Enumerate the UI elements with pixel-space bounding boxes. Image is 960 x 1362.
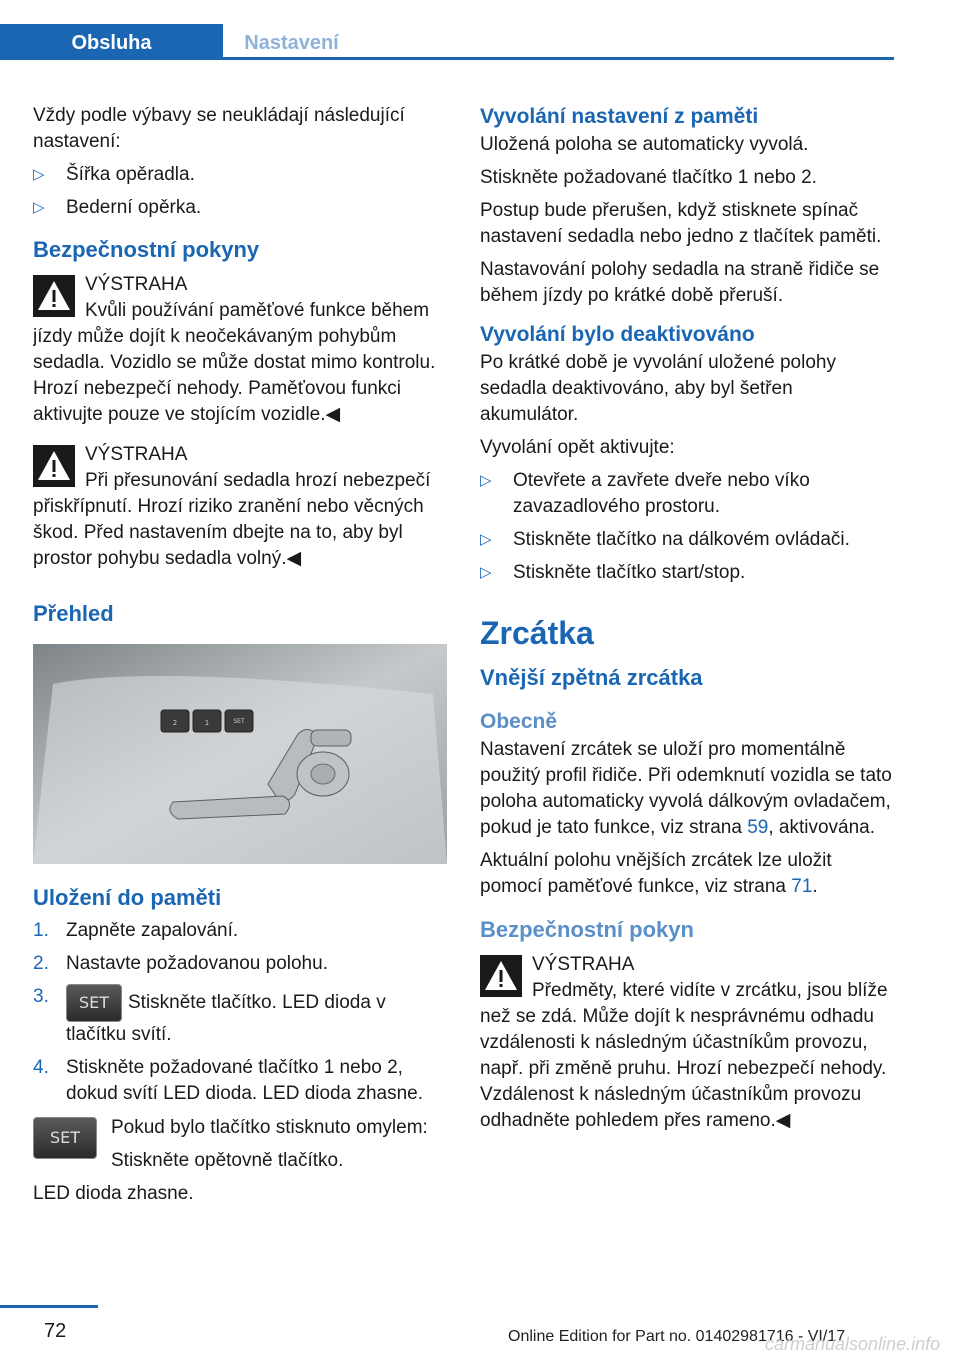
tab-obsluha[interactable]: Obsluha	[0, 24, 223, 60]
recall-heading: Vyvolání nastavení z paměti	[480, 105, 759, 128]
warning-title: VÝSTRAHA	[85, 444, 188, 465]
tab-nastaveni[interactable]: Nastavení	[244, 32, 339, 54]
list-item: 3. SET Stiskněte tlačítko. LED dioda v tlačítku svítí.	[33, 986, 386, 1045]
list-item: 1. Zapněte zapalování.	[33, 920, 239, 941]
warning-triangle-icon	[33, 445, 75, 487]
list-item: ▷ Šířka opěradla.	[33, 162, 449, 188]
triangle-right-icon: ▷	[480, 472, 492, 489]
warning-block	[33, 272, 449, 428]
page-number-rule	[0, 1305, 98, 1308]
outer-mirrors-heading: Vnější zpětná zrcátka	[480, 665, 703, 690]
list-item: ▷ Stiskněte tlačítko start/stop.	[480, 560, 896, 586]
right-column	[480, 103, 896, 1148]
warning-text: Při přesunování sedadla hrozí nebezpečí přiskřípnutí. Hrozí riziko zranění nebo věcných škod. Před nastavením dbejte na to, aby byl prostor pohybu sedadla volný.◀	[33, 470, 431, 569]
set-button-icon: SET	[33, 1117, 97, 1159]
paragraph: Nastavení zrcátek se uloží pro momentálně použitý profil řidiče. Při odemknutí vozidla se tato poloha automaticky vyvolá dálkovým ovladačem, pokud je tato funkce, viz strana 59, aktivována.	[480, 739, 892, 838]
paragraph: Postup bude přerušen, když stisknete spínač nastavení sedadla nebo jedno z tlačítek paměti.	[480, 200, 882, 247]
list-item: 4. Stiskněte požadované tlačítko 1 nebo 2, dokud svítí LED dioda. LED dioda zhasne.	[33, 1057, 424, 1104]
left-column	[33, 103, 449, 1214]
paragraph: Vyvolání opět aktivujte:	[480, 437, 675, 458]
warning-triangle-icon	[480, 955, 522, 997]
seat-controls-photo	[33, 644, 447, 864]
list-item: 2. Nastavte požadovanou polohu.	[33, 953, 328, 974]
triangle-right-icon: ▷	[480, 531, 492, 548]
general-heading: Obecně	[480, 710, 558, 733]
safety-heading: Bezpečnostní pokyny	[33, 237, 260, 262]
warning-block	[33, 442, 449, 572]
deactivated-heading: Vyvolání bylo deaktivováno	[480, 323, 755, 346]
mistake-block	[33, 1115, 449, 1181]
paragraph: Nastavování polohy sedadla na straně řidiče se během jízdy po krátké době přeruší.	[480, 259, 880, 306]
edition-footer: Online Edition for Part no. 01402981716 - VI/17	[508, 1328, 846, 1345]
page-number: 72	[44, 1320, 67, 1342]
warning-title: VÝSTRAHA	[85, 274, 188, 295]
page-link[interactable]: 71	[791, 876, 813, 897]
tab-underline	[0, 57, 894, 60]
chapter-tab-bar	[0, 24, 894, 60]
memory-button-label: 1	[204, 719, 210, 727]
list-item: ▷ Bederní opěrka.	[33, 195, 449, 221]
mistake-text: Stiskněte opětovně tlačítko.	[111, 1150, 344, 1171]
intro-text: Vždy podle výbavy se neukládají následující nastavení:	[33, 105, 405, 152]
warning-text: Předměty, které vidíte v zrcátku, jsou blíže než se zdá. Může dojít k nesprávnému odhadu vzdálenosti k následným účastníkům provozu, např. při změně pruhu. Hrozí nebezpečí nehody. Vzdálenost k následným účastníkům provozu odhadněte pohledem přes rameno.◀	[480, 980, 888, 1131]
triangle-right-icon: ▷	[33, 166, 45, 183]
warning-text: Kvůli používání paměťové funkce během jízdy může dojít k neočekávaným pohybům sedadla. Vozidlo se může dostat mimo kontrolu. Hrozí nebezpečí nehody. Paměťovou funkci aktivujte pouze ve stojícím vozidle.◀	[33, 300, 436, 425]
list-item: ▷ Otevřete a zavřete dveře nebo víko zavazadlového prostoru.	[480, 470, 810, 517]
list-item: ▷ Stiskněte tlačítko na dálkovém ovládači.	[480, 527, 896, 553]
memory-button-label: SET	[233, 718, 245, 725]
paragraph: Aktuální polohu vnějších zrcátek lze uložit pomocí paměťové funkce, viz strana 71.	[480, 850, 832, 897]
warning-triangle-icon	[33, 275, 75, 317]
warning-title: VÝSTRAHA	[532, 954, 635, 975]
save-heading: Uložení do paměti	[33, 885, 222, 910]
triangle-right-icon: ▷	[480, 564, 492, 581]
watermark: carmanualsonline.info	[765, 1334, 941, 1354]
page-link[interactable]: 59	[747, 817, 769, 838]
mirrors-heading: Zrcátka	[480, 615, 594, 651]
triangle-right-icon: ▷	[33, 199, 45, 216]
set-button-icon: SET	[66, 984, 122, 1022]
memory-button-label: 2	[172, 719, 178, 727]
paragraph: Stiskněte požadované tlačítko 1 nebo 2.	[480, 167, 817, 188]
paragraph: Uložená poloha se automaticky vyvolá.	[480, 134, 809, 155]
mistake-text: Pokud bylo tlačítko stisknuto omylem:	[111, 1117, 428, 1138]
overview-heading: Přehled	[33, 601, 114, 626]
paragraph: Po krátké době je vyvolání uložené polohy sedadla deaktivováno, aby byl šetřen akumulátor.	[480, 352, 836, 425]
safety-heading: Bezpečnostní pokyn	[480, 917, 694, 942]
led-off-text: LED dioda zhasne.	[33, 1183, 194, 1204]
warning-block	[480, 952, 896, 1134]
